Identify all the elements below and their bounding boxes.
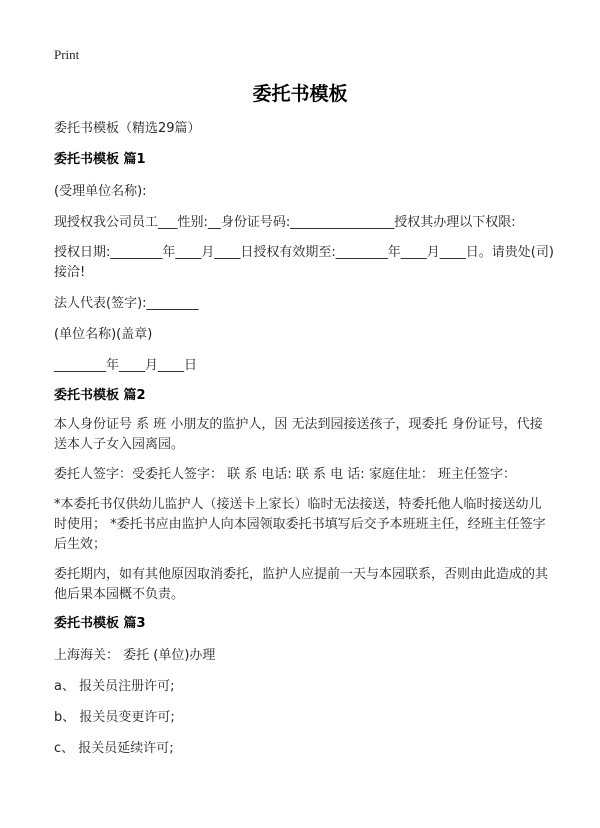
section1-line: 授权日期:________年____月____日授权有效期至:________年____月____日。请贵处(司)接洽! — [54, 245, 554, 280]
section3-heading: 委托书模板 篇3 — [54, 616, 146, 631]
print-label: Print — [54, 47, 80, 62]
document-title: 委托书模板 — [252, 83, 348, 105]
section3-line: a、 报关员注册许可; — [54, 679, 175, 694]
section2-heading: 委托书模板 篇2 — [54, 388, 146, 403]
section1-line: 法人代表(签字):________ — [54, 296, 199, 311]
section1-heading: 委托书模板 篇1 — [54, 152, 146, 167]
section1-line: ________年____月____日 — [54, 358, 198, 373]
section2-paragraph: 本人身份证号 系 班 小朋友的监护人，因 无法到园接送孩子，现委托 身份证号，代接送本人子女入园离园。 — [54, 417, 543, 452]
section2-paragraph: *本委托书仅供幼儿监护人（接送卡上家长）临时无法接送，特委托他人临时接送幼儿时使用； *委托书应由监护人向本园领取委托书填写后交予本班班主任，经班主任签字后生效； — [54, 497, 546, 552]
section1-line: 现授权我公司员工___性别:__身份证号码:________________授权其办理以下权限: — [54, 215, 516, 230]
intro-line: 委托书模板（精选29篇） — [54, 121, 201, 136]
section2-paragraph: 委托期内，如有其他原因取消委托，监护人应提前一天与本园联系，否则由此造成的其他后果本园概不负责。 — [54, 567, 549, 602]
section3-line: b、 报关员变更许可; — [54, 710, 175, 725]
section3-line: 上海海关： 委托 (单位)办理 — [54, 648, 216, 663]
section1-line: (受理单位名称): — [54, 184, 147, 199]
section2-paragraph: 委托人签字：受委托人签字： 联 系 电话: 联 系 电 话: 家庭住址： 班主任签字： — [54, 467, 516, 482]
section1-line: (单位名称)(盖章) — [54, 327, 153, 342]
section3-line: c、 报关员延续许可; — [54, 741, 174, 756]
